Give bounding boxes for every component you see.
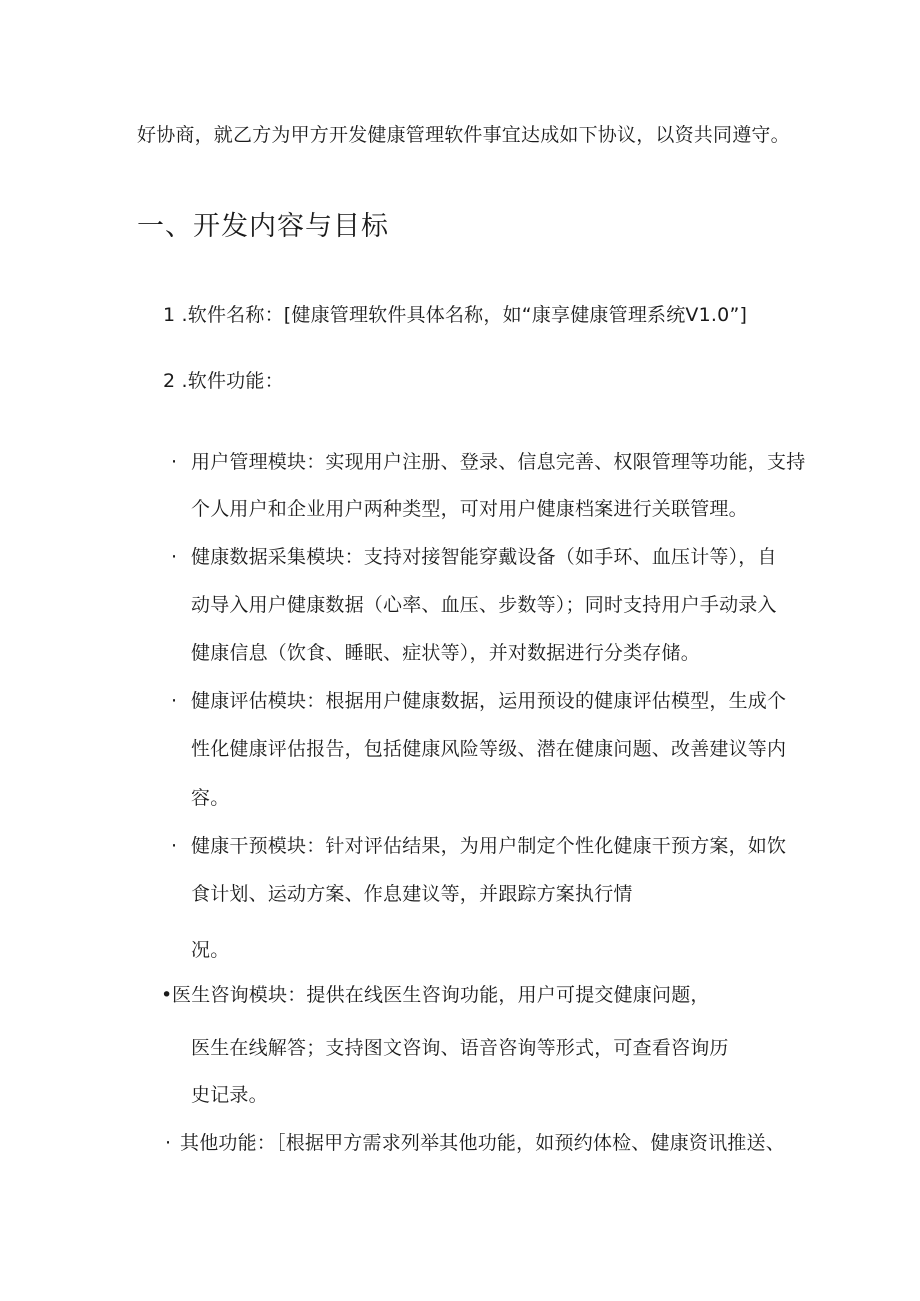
bullet-user-module: · <box>171 451 178 473</box>
bullet-intervene-module: · <box>171 835 178 857</box>
doctor-module-line-1: 医生咨询模块：提供在线医生咨询功能，用户可提交健康问题， <box>172 984 710 1006</box>
user-module-line-2: 个人用户和企业用户两种类型，可对用户健康档案进行关联管理。 <box>191 498 748 520</box>
assess-module-line-1: 健康评估模块：根据用户健康数据，运用预设的健康评估模型，生成个 <box>191 690 787 712</box>
data-module-line-2: 动导入用户健康数据（心率、血压、步数等）；同时支持用户手动录入 <box>191 594 777 616</box>
item-software-name: 1 .软件名称：[健康管理软件具体名称，如“康享健康管理系统V1.0”] <box>163 304 748 326</box>
assess-module-line-2: 性化健康评估报告，包括健康风险等级、潜在健康问题、改善建议等内 <box>191 738 787 760</box>
item-software-functions: 2 .软件功能： <box>163 370 284 392</box>
section-heading: 一、开发内容与目标 <box>137 211 389 242</box>
data-module-line-3: 健康信息（饮食、睡眠、症状等），并对数据进行分类存储。 <box>191 642 700 664</box>
other-functions-line-1: 其他功能：［根据甲方需求列举其他功能，如预约体检、健康资讯推送、 <box>180 1132 785 1154</box>
intervene-module-line-3: 况。 <box>191 939 230 961</box>
doctor-module-line-2: 医生在线解答；支持图文咨询、语音咨询等形式，可查看咨询历 <box>191 1037 729 1059</box>
bullet-other-functions: · <box>165 1132 172 1154</box>
bullet-data-module: · <box>171 546 178 568</box>
intervene-module-line-2: 食计划、运动方案、作息建议等，并跟踪方案执行情 <box>191 883 633 905</box>
bullet-doctor-module: • <box>161 984 173 1006</box>
user-module-line-1: 用户管理模块：实现用户注册、登录、信息完善、权限管理等功能，支持 <box>191 451 806 473</box>
bullet-assess-module: · <box>171 690 178 712</box>
assess-module-line-3: 容。 <box>191 787 230 809</box>
data-module-line-1: 健康数据采集模块：支持对接智能穿戴设备（如手环、血压计等），自 <box>191 546 777 568</box>
intervene-module-line-1: 健康干预模块：针对评估结果，为用户制定个性化健康干预方案，如饮 <box>191 835 787 857</box>
intro-paragraph: 好协商，就乙方为甲方开发健康管理软件事宜达成如下协议，以资共同遵守。 <box>137 124 790 146</box>
doctor-module-line-3: 史记录。 <box>191 1084 268 1106</box>
